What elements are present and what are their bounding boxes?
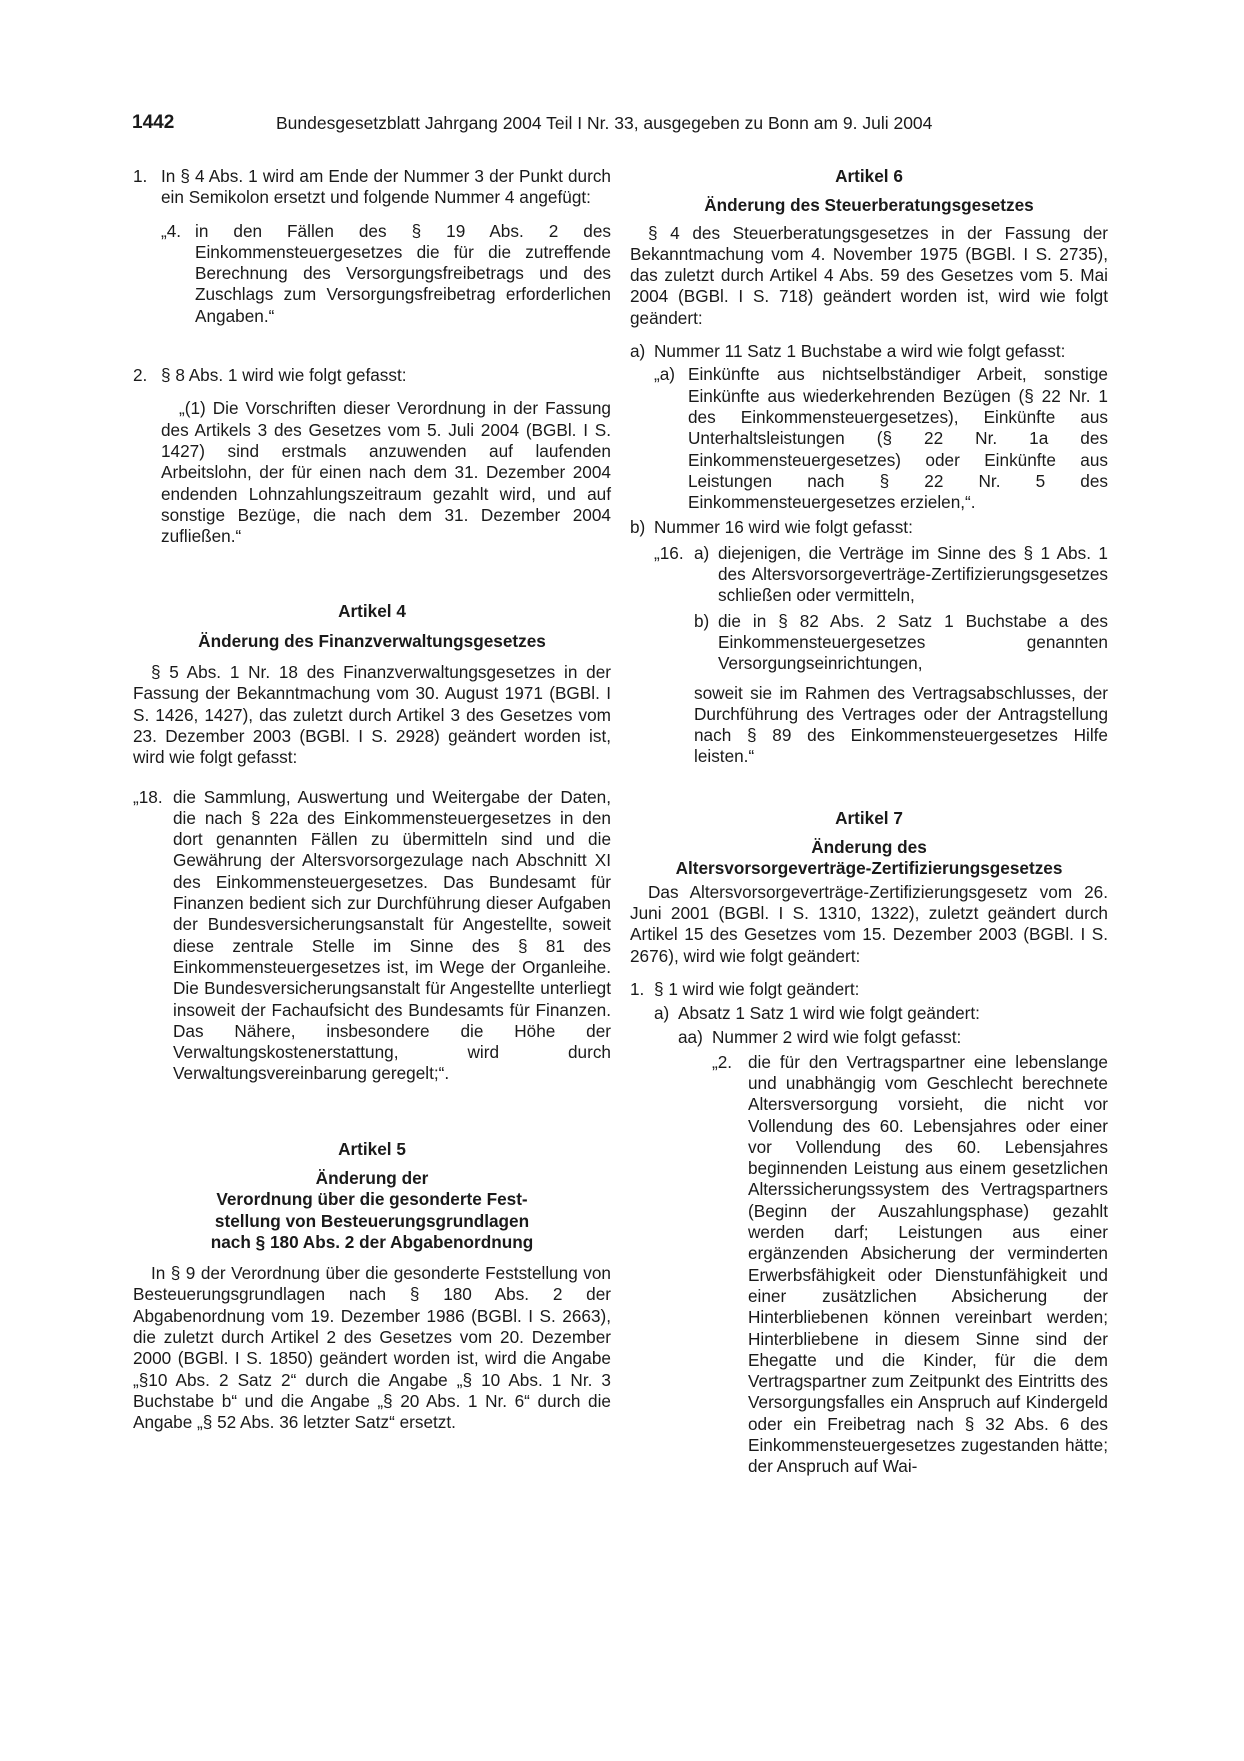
quote-marker: „16. <box>654 542 684 563</box>
article-7-intro: Das Altersvorsorgeverträge-Zertifizierungsgesetz vom 26. Juni 2001 (BGBl. I S. 1310, 1322), zuletzt geändert durch Artikel 15 des Gesetzes vom 15. Dezember 2003 (BGBl. I S. 2676), wird wie folgt geändert: <box>630 881 1108 966</box>
article-4-intro: § 5 Abs. 1 Nr. 18 des Finanzverwaltungsgesetzes in der Fassung der Bekanntmachung vom 30. August 1971 (BGBl. I S. 1426, 1427), das zuletzt durch Artikel 3 des Gesetzes vom 23. Dezember 2003 (BGBl. I S. 2928) geändert worden ist, wird wie folgt gefasst: <box>133 662 611 768</box>
subtitle-line: nach § 180 Abs. 2 der Abgabenordnung <box>210 1231 534 1252</box>
list-marker: b) <box>630 517 646 538</box>
article-6-subtitle: Änderung des Steuerberatungsgesetzes <box>704 195 1034 216</box>
subtitle-line: stellung von Besteuerungsgrundlagen <box>214 1210 530 1231</box>
list-item-text: Nummer 16 wird wie folgt gefasst: <box>654 517 913 538</box>
left-column <box>133 166 611 1434</box>
right-column <box>630 166 1108 1478</box>
article-5-intro: In § 9 der Verordnung über die gesonderte Feststellung von Besteuerungsgrundlagen nach § 180 Abs. 2 der Abgabenordnung vom 19. Dezember 1986 (BGBl. I S. 2663), die zuletzt durch Artikel 2 des Gesetzes vom 20. Dezember 2000 (BGBl. I S. 1850) geändert worden ist, wird die Angabe „§10 Abs. 2 Satz 2“ durch die Angabe „§ 10 Abs. 1 Nr. 3 Buchstabe b“ und die Angabe „§ 20 Abs. 1 Nr. 6“ durch die Angabe „§ 52 Abs. 36 letzter Satz“ ersetzt. <box>133 1263 611 1433</box>
subtitle-line: Verordnung über die gesonderte Fest- <box>216 1189 528 1210</box>
sub-item-b <box>694 611 1108 675</box>
list-marker: aa) <box>678 1027 703 1048</box>
article-7-title: Artikel 7 <box>835 807 903 828</box>
quote-marker: „2. <box>712 1051 733 1072</box>
list-item-a <box>630 341 1108 362</box>
quote-marker: „a) <box>654 364 676 385</box>
sub-text: diejenigen, die Verträge im Sinne des § 1 Abs. 1 des Altersvorsorgeverträge-Zertifizierungsgesetzes schließen oder vermitteln, <box>718 542 1108 606</box>
list-item-text: In § 4 Abs. 1 wird am Ende der Nummer 3 der Punkt durch ein Semikolon ersetzt und folgende Nummer 4 angefügt: <box>161 166 611 208</box>
list-marker: a) <box>654 1003 670 1024</box>
page-number: 1442 <box>132 112 175 133</box>
article-4-title: Artikel 4 <box>338 601 406 622</box>
subtitle-line: Änderung des <box>811 837 927 858</box>
quoted-number-18 <box>133 787 611 1085</box>
list-item-1 <box>630 979 1108 1000</box>
quoted-number-4 <box>161 221 611 327</box>
subtitle-line: Altersvorsorgeverträge-Zertifizierungsgesetzes <box>675 858 1063 879</box>
quote-marker: „4. <box>161 220 182 241</box>
running-header: Bundesgesetzblatt Jahrgang 2004 Teil I Nr. 33, ausgegeben zu Bonn am 9. Juli 2004 <box>276 113 933 133</box>
article-5-title: Artikel 5 <box>338 1138 406 1159</box>
list-item-1 <box>133 166 611 209</box>
list-item-text: § 1 wird wie folgt geändert: <box>654 978 860 999</box>
subtitle-line: Änderung der <box>315 1167 429 1188</box>
quote-marker: „18. <box>133 786 163 807</box>
sub-marker: b) <box>694 610 710 631</box>
quote-text: die Sammlung, Auswertung und Weitergabe der Daten, die nach § 22a des Einkommensteuergesetzes in den dort genannten Fällen zu übermitteln sind und die Gewährung der Altersvorsorgezulage nach Abschnitt XI des Einkommensteuergesetzes. Das Bundesamt für Finanzen bedient sich zur Durchführung dieser Aufgaben der Bundesversicherungsanstalt für Angestellte, soweit diese zentrale Stelle im Sinne des § 81 des Einkommensteuergesetzes ist, im Wege der Organleihe. Die Bundesversicherungsanstalt für Angestellte unterliegt insoweit der Fachaufsicht des Bundesamts für Finanzen. Das Nähere, insbesondere die Höhe der Verwaltungskostenerstattung, wird durch Verwaltungsvereinbarung geregelt;“. <box>173 786 611 1084</box>
list-marker: a) <box>630 341 646 362</box>
list-item-text: § 8 Abs. 1 wird wie folgt gefasst: <box>161 365 407 386</box>
article-4-subtitle: Änderung des Finanzverwaltungsgesetzes <box>198 630 546 651</box>
list-item-text: Nummer 2 wird wie folgt gefasst: <box>712 1027 962 1048</box>
list-marker: 2. <box>133 365 148 386</box>
article-6-title: Artikel 6 <box>835 166 903 186</box>
quote-text: die für den Vertragspartner eine lebenslange und unabhängig vom Geschlecht berechnete Altersversorgung vorsieht, die nicht vor Vollendung des 60. Lebensjahres oder einer vor Vollendung des 60. Lebensjahres beginnenden Leistung aus einem gesetzlichen Alterssicherungssystem des Vertragspartners (Beginn der Auszahlungsphase) gezahlt werden darf; Leistungen aus einer ergänzenden Absicherung der verminderten Erwerbsfähigkeit oder Dienstunfähigkeit und einer zusätzlichen Absicherung der Hinterbliebenen können vereinbart werden; Hinterbliebene in diesem Sinne sind der Ehegatte und die Kinder, für die dem Vertragspartner zum Zeitpunkt des Eintritts des Versorgungsfalles ein Anspruch auf Kindergeld oder ein Freibetrag nach § 32 Abs. 6 des Einkommensteuergesetzes zugestanden hätte; der Anspruch auf Wai- <box>748 1051 1108 1477</box>
list-marker: 1. <box>133 166 148 186</box>
article-7-subtitle <box>630 837 1108 880</box>
article-6-intro: § 4 des Steuerberatungsgesetzes in der Fassung der Bekanntmachung vom 4. November 1975 (BGBl. I S. 2735), das zuletzt durch Artikel 4 Abs. 59 des Gesetzes vom 5. Mai 2004 (BGBl. I S. 718) geändert worden ist, wird wie folgt geändert: <box>630 222 1108 328</box>
quote-text: in den Fällen des § 19 Abs. 2 des Einkommensteuergesetzes die für die zutreffende Berechnung des Versorgungsfreibetrags und des Zuschlags zum Versorgungsfreibetrag erforderlichen Angaben.“ <box>195 220 611 326</box>
article-5-subtitle <box>133 1168 611 1253</box>
quoted-paragraph-1: „(1) Die Vorschriften dieser Verordnung in der Fassung des Artikels 3 des Gesetzes vom 5. Juli 2004 (BGBl. I S. 1427) sind erstmals anzuwenden auf laufenden Arbeitslohn, der für einen nach dem 31. Dezember 2004 endenden Lohnzahlungszeitraum gezahlt wird, und auf sonstige Bezüge, die nach dem 31. Dezember 2004 zufließen.“ <box>161 398 611 547</box>
sub-text: die in § 82 Abs. 2 Satz 1 Buchstabe a des Einkommensteuergesetzes genannten Versorgungseinrichtungen, <box>718 610 1108 674</box>
sub-marker: a) <box>694 542 710 563</box>
quoted-number-16 <box>654 543 1108 768</box>
quote-body <box>694 543 1108 768</box>
list-item-aa <box>678 1027 1108 1048</box>
quote-tail: soweit sie im Rahmen des Vertragsabschlusses, der Durchführung des Vertrages oder der Antragstellung nach § 89 des Einkommensteuergesetzes Hilfe leisten.“ <box>694 682 1108 767</box>
list-item-a <box>654 1003 1108 1024</box>
list-item-text: Absatz 1 Satz 1 wird wie folgt geändert: <box>678 1003 980 1024</box>
quote-text: Einkünfte aus nichtselbständiger Arbeit, sonstige Einkünfte aus wiederkehrenden Bezügen (§ 22 Nr. 1 des Einkommensteuergesetzes), Einkünfte aus Unterhaltsleistungen (§ 22 Nr. 1a des Einkommensteuergesetzes) oder Einkünfte aus Leistungen nach § 22 Nr. 5 des Einkommensteuergesetzes erzielen,“. <box>688 364 1108 513</box>
sub-item-a <box>694 543 1108 607</box>
quoted-number-2 <box>712 1052 1108 1478</box>
quoted-letter-a <box>654 364 1108 513</box>
list-marker: 1. <box>630 978 645 999</box>
list-item-b <box>630 517 1108 538</box>
list-item-text: Nummer 11 Satz 1 Buchstabe a wird wie folgt gefasst: <box>654 341 1066 362</box>
list-item-2 <box>133 365 611 386</box>
